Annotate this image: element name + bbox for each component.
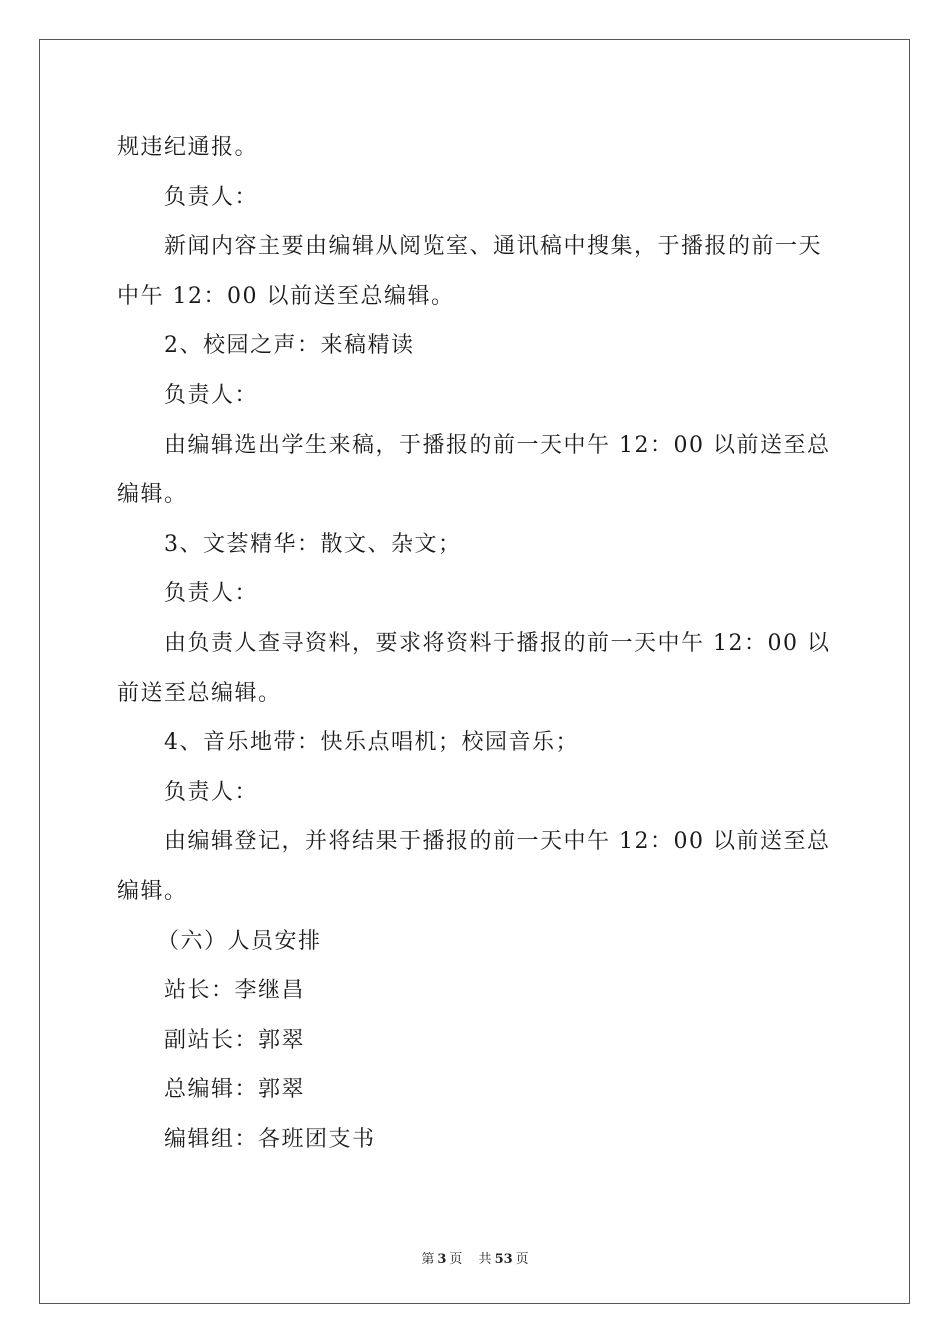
total-prefix: 共 xyxy=(478,1252,492,1267)
page-footer xyxy=(0,1248,950,1267)
text-line: 新闻内容主要由编辑从阅览室、通讯稿中搜集，于播报的前一天 xyxy=(164,234,823,260)
text-line: 由负责人查寻资料，要求将资料于播报的前一天中午 12：00 以 xyxy=(164,630,831,656)
text-line: 负责人： xyxy=(164,779,259,805)
section-heading: 3、文荟精华：散文、杂文； xyxy=(164,531,462,557)
total-indicator xyxy=(476,1252,532,1267)
total-pages: 53 xyxy=(494,1252,513,1267)
page-indicator xyxy=(418,1252,465,1267)
section-heading: 2、校园之声：来稿精读 xyxy=(164,333,415,359)
text-line: 负责人： xyxy=(164,382,259,408)
text-line: 由编辑选出学生来稿，于播报的前一天中午 12：00 以前送至总 xyxy=(164,432,831,458)
page-number: 3 xyxy=(437,1252,447,1267)
text-line: 负责人： xyxy=(164,581,259,607)
staff-line: 总编辑：郭翠 xyxy=(164,1077,306,1103)
section-heading: 4、音乐地带：快乐点唱机；校园音乐； xyxy=(164,730,579,756)
text-line: 编辑。 xyxy=(117,878,188,904)
page-prefix: 第 xyxy=(421,1252,435,1267)
section-heading: （六）人员安排 xyxy=(157,928,322,954)
text-line: 由编辑登记，并将结果于播报的前一天中午 12：00 以前送至总 xyxy=(164,829,831,855)
staff-line: 站长：李继昌 xyxy=(164,978,306,1004)
text-line: 编辑。 xyxy=(117,482,188,508)
text-line: 中午 12：00 以前送至总编辑。 xyxy=(117,283,455,309)
staff-line: 副站长：郭翠 xyxy=(164,1027,306,1053)
text-line: 规违纪通报。 xyxy=(117,135,259,160)
document-body xyxy=(117,123,837,1164)
text-line: 前送至总编辑。 xyxy=(117,680,282,706)
staff-line: 编辑组：各班团支书 xyxy=(164,1126,376,1152)
page-suffix: 页 xyxy=(449,1252,463,1267)
text-line: 负责人： xyxy=(164,184,259,210)
total-suffix: 页 xyxy=(515,1252,529,1267)
